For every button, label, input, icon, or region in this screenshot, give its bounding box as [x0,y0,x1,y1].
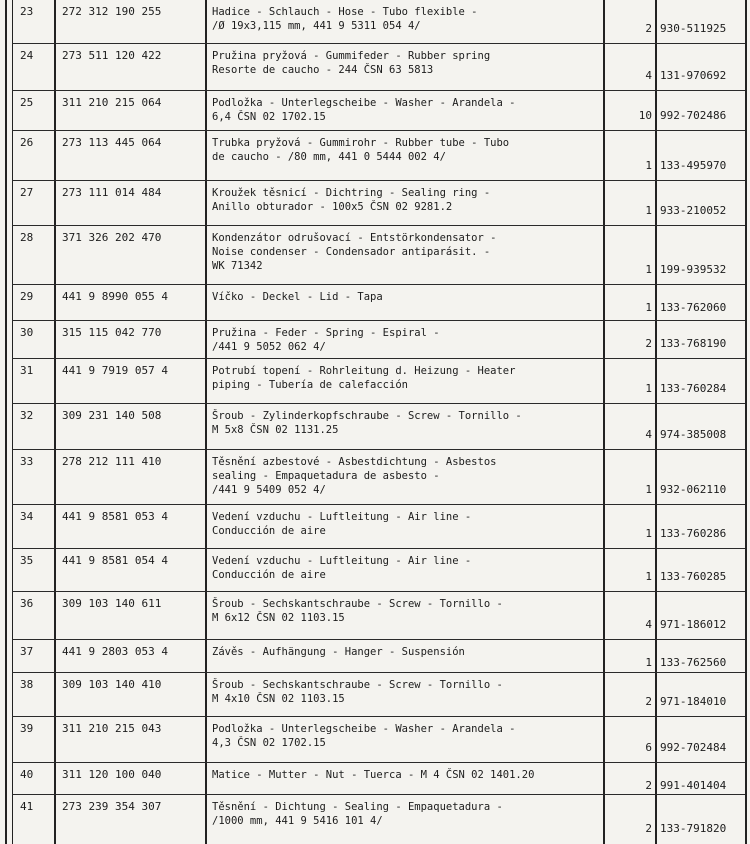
catalog-code: 309 103 140 410 [62,678,162,691]
parts-row [0,359,750,404]
part-number: 133-762560 [660,656,727,669]
quantity: 1 [645,570,652,583]
part-description: Kroužek těsnicí - Dichtring - Sealing ring - Anillo obturador - 100x5 ČSN 02 9281.2 [212,187,491,213]
parts-row [0,404,750,450]
position-number: 39 [20,722,34,735]
parts-row [0,505,750,549]
part-number: 992-702486 [660,109,727,122]
quantity: 1 [645,263,652,276]
parts-row [0,131,750,181]
quantity: 6 [645,741,652,754]
parts-row [0,640,750,673]
quantity: 1 [645,656,652,669]
part-number: 133-791820 [660,822,727,835]
part-number: 974-385008 [660,428,727,441]
position-number: 31 [20,364,34,377]
part-description: Víčko - Deckel - Lid - Tapa [212,291,383,303]
quantity: 4 [645,618,652,631]
part-number: 133-762060 [660,301,727,314]
quantity: 1 [645,204,652,217]
catalog-code: 441 9 2803 053 4 [62,645,168,658]
part-number: 933-210052 [660,204,727,217]
part-description: Závěs - Aufhängung - Hanger - Suspensión [212,646,465,658]
position-number: 38 [20,678,34,691]
catalog-code: 441 9 8581 054 4 [62,554,168,567]
catalog-code: 273 511 120 422 [62,49,162,62]
part-description: Šroub - Sechskantschraube - Screw - Tornillo - M 6x12 ČSN 02 1103.15 [212,598,503,624]
position-number: 26 [20,136,34,149]
quantity: 1 [645,159,652,172]
catalog-code: 441 9 8990 055 4 [62,290,168,303]
parts-row [0,226,750,285]
parts-row [0,592,750,640]
part-number: 930-511925 [660,22,727,35]
part-number: 971-184010 [660,695,727,708]
position-number: 41 [20,800,34,813]
parts-row [0,717,750,763]
parts-row [0,321,750,359]
parts-row [0,549,750,592]
parts-row [0,91,750,131]
position-number: 32 [20,409,34,422]
catalog-code: 309 103 140 611 [62,597,162,610]
part-description: Šroub - Zylinderkopfschraube - Screw - Tornillo - M 5x8 ČSN 02 1131.25 [212,410,522,436]
position-number: 23 [20,5,34,18]
parts-row [0,0,750,44]
catalog-code: 273 111 014 484 [62,186,162,199]
quantity: 1 [645,527,652,540]
catalog-code: 441 9 7919 057 4 [62,364,168,377]
part-description: Těsnění azbestové - Asbestdichtung - Asbestos sealing - Empaquetadura de asbesto - /441 9 5409 052 4/ [212,456,497,496]
part-description: Potrubí topení - Rohrleitung d. Heizung - Heater piping - Tubería de calefacción [212,365,516,391]
part-number: 971-186012 [660,618,727,631]
catalog-code: 311 210 215 043 [62,722,162,735]
quantity: 1 [645,382,652,395]
parts-row [0,44,750,91]
quantity: 2 [645,822,652,835]
catalog-code: 273 239 354 307 [62,800,162,813]
part-description: Matice - Mutter - Nut - Tuerca - M 4 ČSN 02 1401.20 [212,769,535,781]
catalog-code: 315 115 042 770 [62,326,162,339]
parts-row [0,285,750,321]
catalog-code: 309 231 140 508 [62,409,162,422]
part-description: Vedení vzduchu - Luftleitung - Air line - Conducción de aire [212,555,472,581]
position-number: 29 [20,290,34,303]
catalog-code: 278 212 111 410 [62,455,162,468]
part-number: 131-970692 [660,69,727,82]
catalog-code: 371 326 202 470 [62,231,162,244]
position-number: 25 [20,96,34,109]
position-number: 40 [20,768,34,781]
catalog-code: 441 9 8581 053 4 [62,510,168,523]
parts-row [0,763,750,795]
part-description: Kondenzátor odrušovací - Entstörkondensator - Noise condenser - Condensador antiparásit. - WK 71342 [212,232,497,272]
part-description: Vedení vzduchu - Luftleitung - Air line - Conducción de aire [212,511,472,537]
part-description: Těsnění - Dichtung - Sealing - Empaquetadura - /1000 mm, 441 9 5416 101 4/ [212,801,503,827]
position-number: 27 [20,186,34,199]
quantity: 2 [645,22,652,35]
part-description: Pružina pryžová - Gummifeder - Rubber spring Resorte de caucho - 244 ČSN 63 5813 [212,50,491,76]
parts-row [0,795,750,844]
catalog-code: 273 113 445 064 [62,136,162,149]
parts-row [0,450,750,505]
position-number: 33 [20,455,34,468]
part-number: 133-760285 [660,570,727,583]
quantity: 2 [645,779,652,792]
part-description: Podložka - Unterlegscheibe - Washer - Arandela - 4,3 ČSN 02 1702.15 [212,723,516,749]
quantity: 2 [645,695,652,708]
quantity: 10 [638,109,652,122]
quantity: 4 [645,69,652,82]
part-number: 133-760286 [660,527,727,540]
part-number: 991-401404 [660,779,727,792]
position-number: 30 [20,326,34,339]
part-number: 992-702484 [660,741,727,754]
quantity: 4 [645,428,652,441]
part-number: 133-760284 [660,382,727,395]
quantity: 1 [645,483,652,496]
part-description: Hadice - Schlauch - Hose - Tubo flexible - /Ø 19x3,115 mm, 441 9 5311 054 4/ [212,6,478,32]
catalog-code: 311 120 100 040 [62,768,162,781]
parts-row [0,673,750,717]
quantity: 1 [645,301,652,314]
part-description: Šroub - Sechskantschraube - Screw - Tornillo - M 4x10 ČSN 02 1103.15 [212,679,503,705]
part-number: 199-939532 [660,263,727,276]
position-number: 36 [20,597,34,610]
part-number: 133-495970 [660,159,727,172]
part-description: Pružina - Feder - Spring - Espiral - /441 9 5052 062 4/ [212,327,440,353]
position-number: 35 [20,554,34,567]
position-number: 34 [20,510,34,523]
part-description: Trubka pryžová - Gummirohr - Rubber tube - Tubo de caucho - /80 mm, 441 0 5444 002 4/ [212,137,510,163]
catalog-code: 311 210 215 064 [62,96,162,109]
position-number: 28 [20,231,34,244]
quantity: 2 [645,337,652,350]
part-description: Podložka - Unterlegscheibe - Washer - Arandela - 6,4 ČSN 02 1702.15 [212,97,516,123]
parts-row [0,181,750,226]
part-number: 932-062110 [660,483,727,496]
part-number: 133-768190 [660,337,727,350]
position-number: 37 [20,645,34,658]
catalog-code: 272 312 190 255 [62,5,162,18]
position-number: 24 [20,49,34,62]
